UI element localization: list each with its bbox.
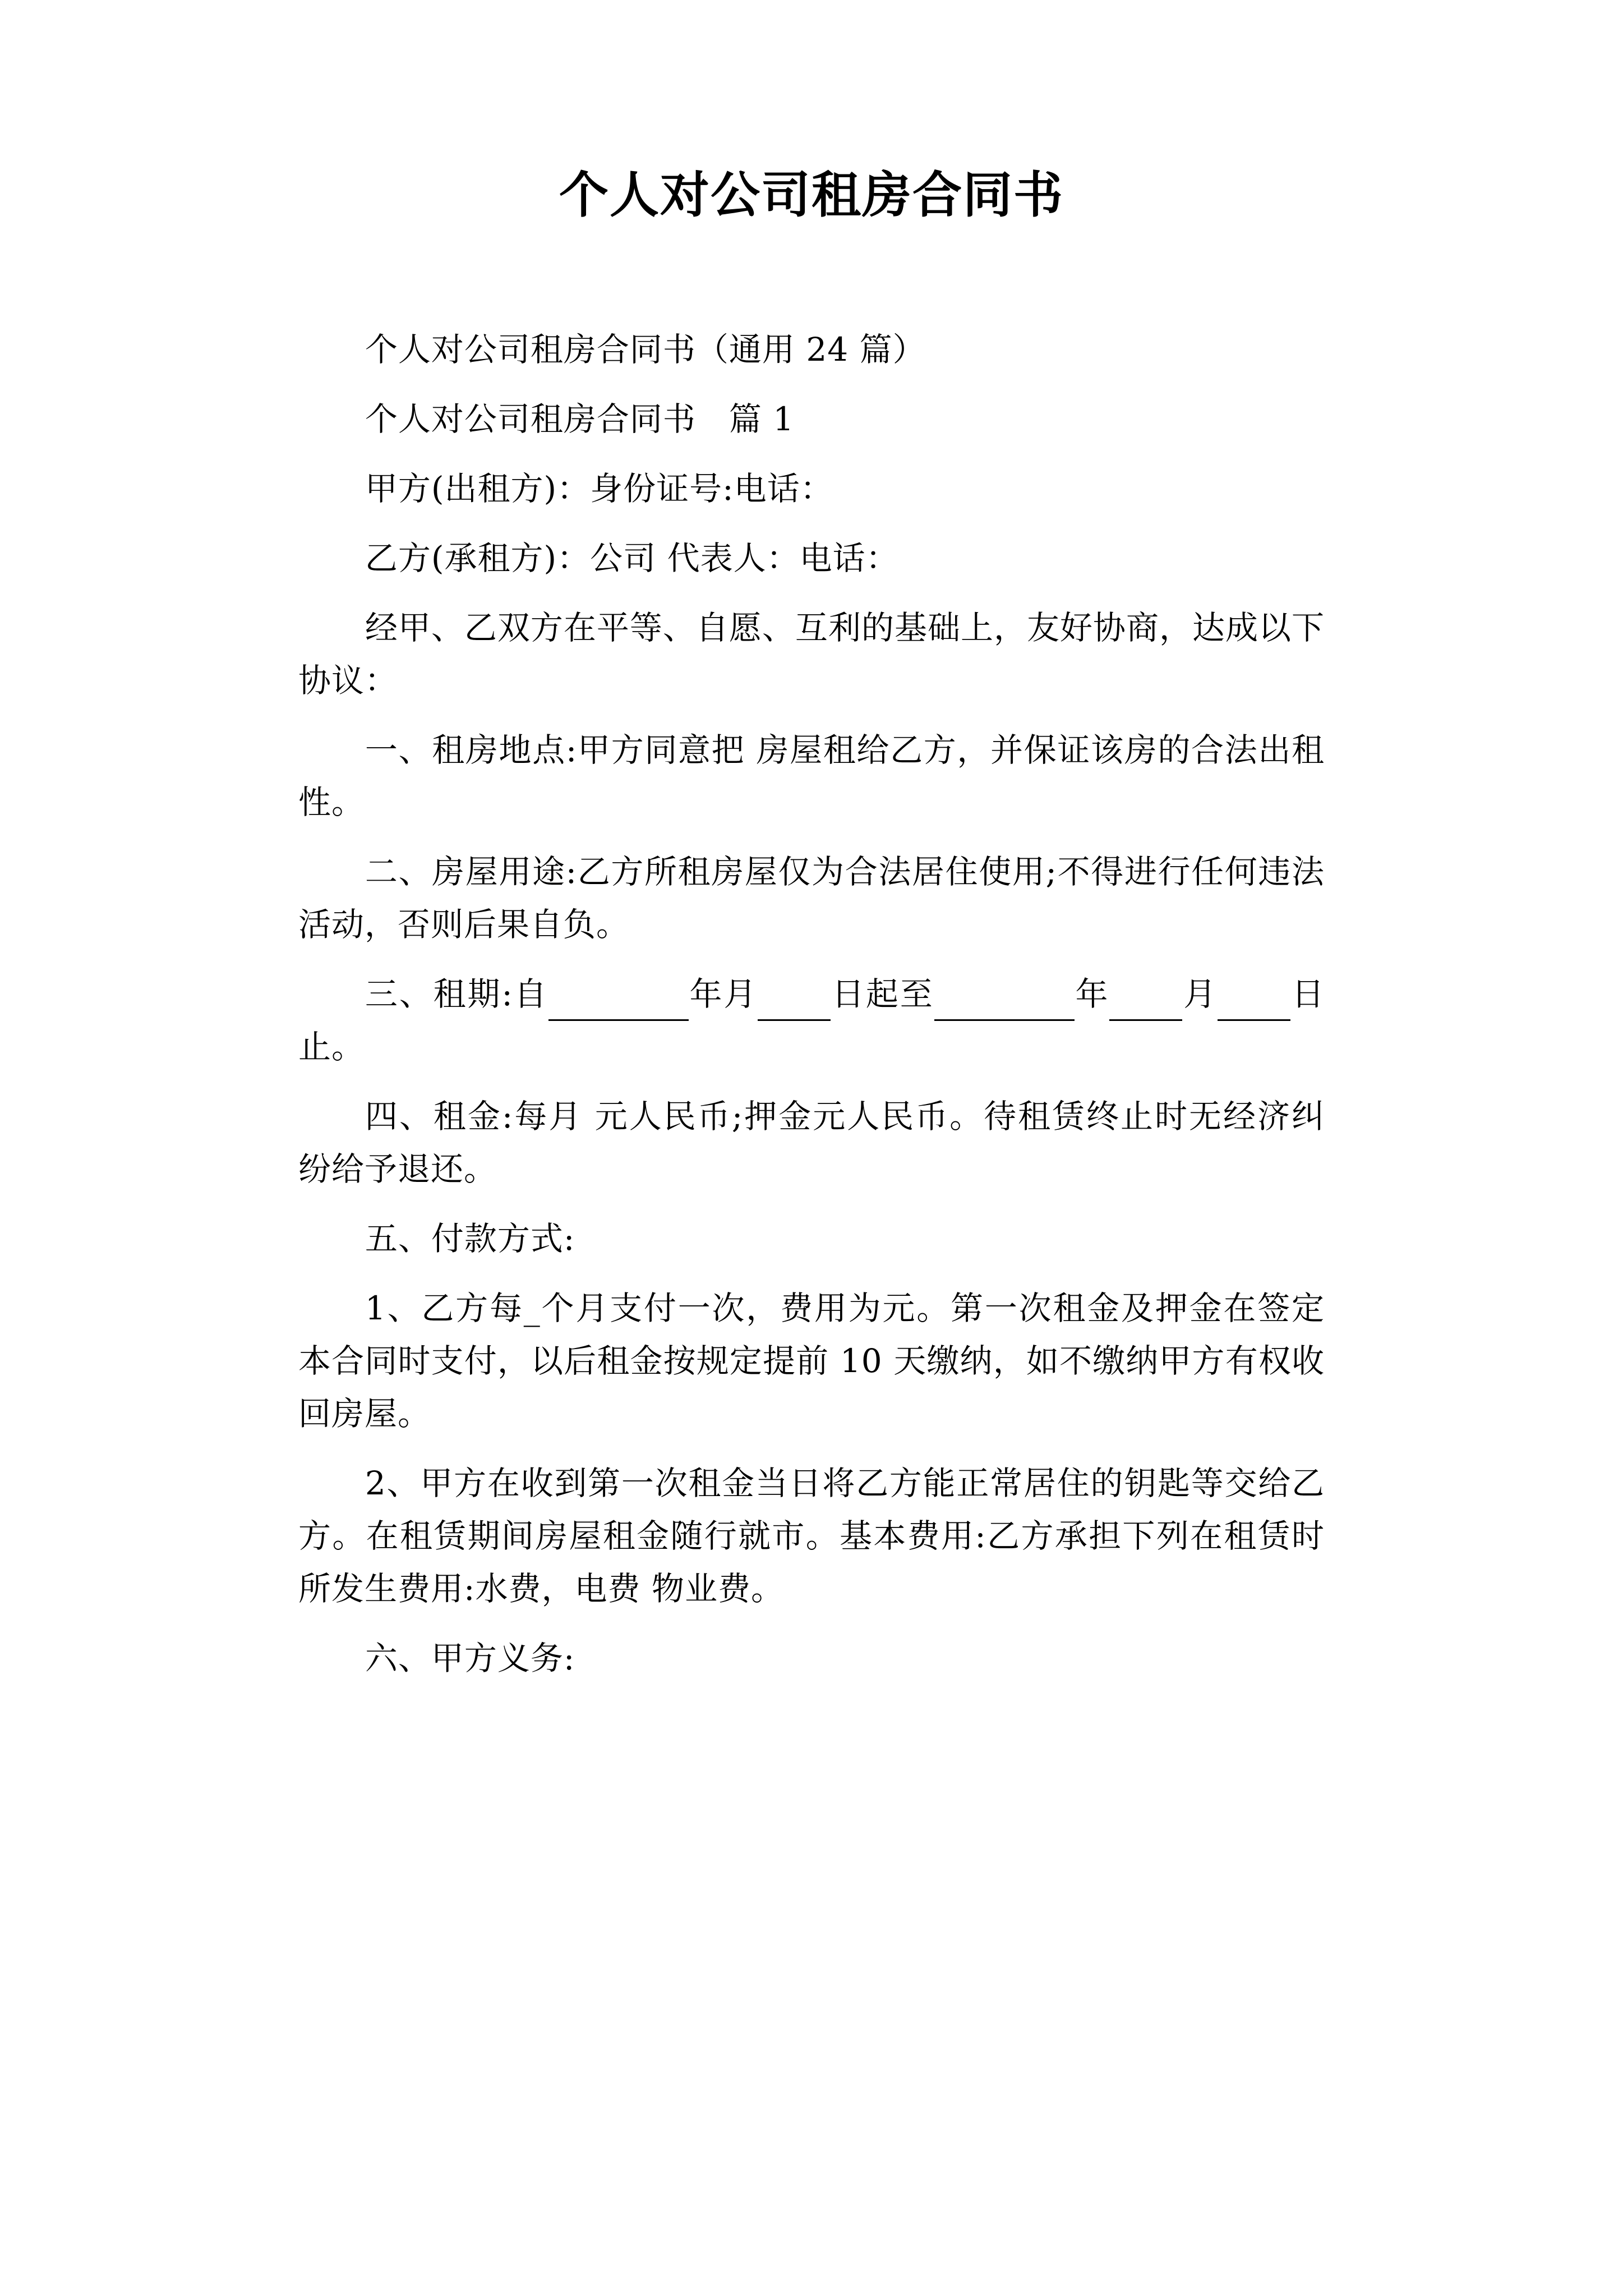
paragraph: 个人对公司租房合同书（通用 24 篇） xyxy=(365,330,926,369)
paragraph: 经甲、乙双方在平等、自愿、互利的基础上，友好协商，达成以下协议： xyxy=(298,608,1325,700)
paragraph: 乙方(承租方)：公司 代表人：电话： xyxy=(365,539,899,577)
paragraph: 四、租金:每月 元人民币;押金元人民币。待租赁终止时无经济纠纷给予退还。 xyxy=(298,1097,1325,1189)
paragraph-lease-term xyxy=(298,968,1325,1074)
paragraph: 五、付款方式: xyxy=(365,1220,575,1258)
term-lead: 三、租期:自 xyxy=(365,975,548,1014)
blank-line xyxy=(1109,1019,1182,1021)
blank-line xyxy=(548,1019,689,1021)
paragraph: 一、租房地点:甲方同意把 房屋租给乙方，并保证该房的合法出租性。 xyxy=(298,730,1325,822)
blank-line xyxy=(758,1019,831,1021)
term-seg-day: 日起至 xyxy=(831,975,934,1014)
term-seg-year2: 年 xyxy=(1074,975,1110,1014)
paragraph: 二、房屋用途:乙方所租房屋仅为合法居住使用;不得进行任何违法活动，否则后果自负。 xyxy=(298,853,1325,944)
term-seg-year: 年月 xyxy=(688,975,758,1014)
term-seg-end: 日止。 xyxy=(298,975,1325,1066)
paragraph: 个人对公司租房合同书 篇 1 xyxy=(365,399,795,438)
blank-line xyxy=(934,1019,1075,1021)
paragraph: 1、乙方每_个月支付一次，费用为元。第一次租金及押金在签定本合同时支付，以后租金按规定提前 10 天缴纳，如不缴纳甲方有权收回房屋。 xyxy=(298,1289,1325,1433)
blank-line xyxy=(1218,1019,1290,1021)
paragraph: 甲方(出租方)：身份证号:电话： xyxy=(365,469,833,508)
document-body xyxy=(298,223,1325,1685)
term-seg-month: 月 xyxy=(1182,975,1218,1014)
page-title: 个人对公司租房合同书 xyxy=(559,166,1064,224)
paragraph: 六、甲方义务: xyxy=(365,1639,575,1677)
paragraph: 2、甲方在收到第一次租金当日将乙方能正常居住的钥匙等交给乙方。在租赁期间房屋租金随行就市。基本费用:乙方承担下列在租赁时所发生费用:水费，电费 物业费。 xyxy=(298,1464,1325,1608)
